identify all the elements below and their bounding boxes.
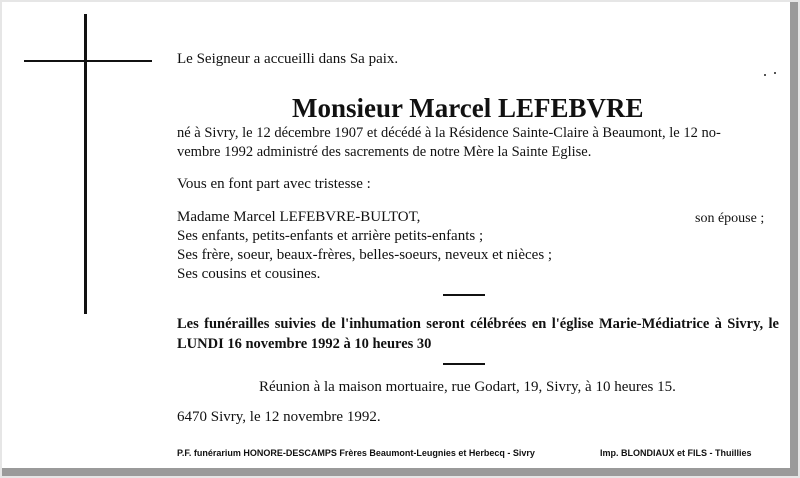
- printer-credit: Imp. BLONDIAUX et FILS - Thuillies: [600, 448, 752, 458]
- announcement-line: Vous en font part avec tristesse :: [177, 176, 371, 192]
- speck: [774, 72, 776, 74]
- separator: [443, 294, 485, 296]
- family-line: Ses enfants, petits-enfants et arrière petits-enfants ;: [177, 228, 484, 244]
- biography: [177, 124, 777, 162]
- funeral-details: Les funérailles suivies de l'inhumation seront célébrées en l'église Marie-Médiatrice à Sivry, le LUNDI 16 novembre 1992 à 10 heures 30: [177, 316, 779, 352]
- intro-line: Le Seigneur a accueilli dans Sa paix.: [177, 51, 399, 67]
- cross-icon: [84, 14, 87, 314]
- separator: [443, 363, 485, 365]
- obituary-card: [2, 2, 798, 476]
- deceased-name: Monsieur Marcel LEFEBVRE: [292, 93, 644, 123]
- bio-line-1: né à Sivry, le 12 décembre 1907 et décédé à la Résidence Sainte-Claire à Beaumont, le 12 no-: [177, 125, 721, 141]
- family-line: Ses cousins et cousines.: [177, 266, 321, 282]
- funeral-home: P.F. funérarium HONORE-DESCAMPS Frères Beaumont-Leugnies et Herbecq - Sivry: [177, 448, 535, 458]
- spouse-note: son épouse ;: [695, 211, 765, 226]
- family-line: Ses frère, soeur, beaux-frères, belles-soeurs, neveux et nièces ;: [177, 247, 553, 263]
- place-date: 6470 Sivry, le 12 novembre 1992.: [177, 409, 381, 425]
- bio-line-2: vembre 1992 administré des sacrements de notre Mère la Sainte Eglise.: [177, 144, 592, 160]
- meeting-details: Réunion à la maison mortuaire, rue Godart, 19, Sivry, à 10 heures 15.: [259, 379, 676, 395]
- cross-icon-bar: [24, 60, 152, 62]
- speck: [764, 74, 766, 76]
- family-line: Madame Marcel LEFEBVRE-BULTOT,: [177, 209, 421, 225]
